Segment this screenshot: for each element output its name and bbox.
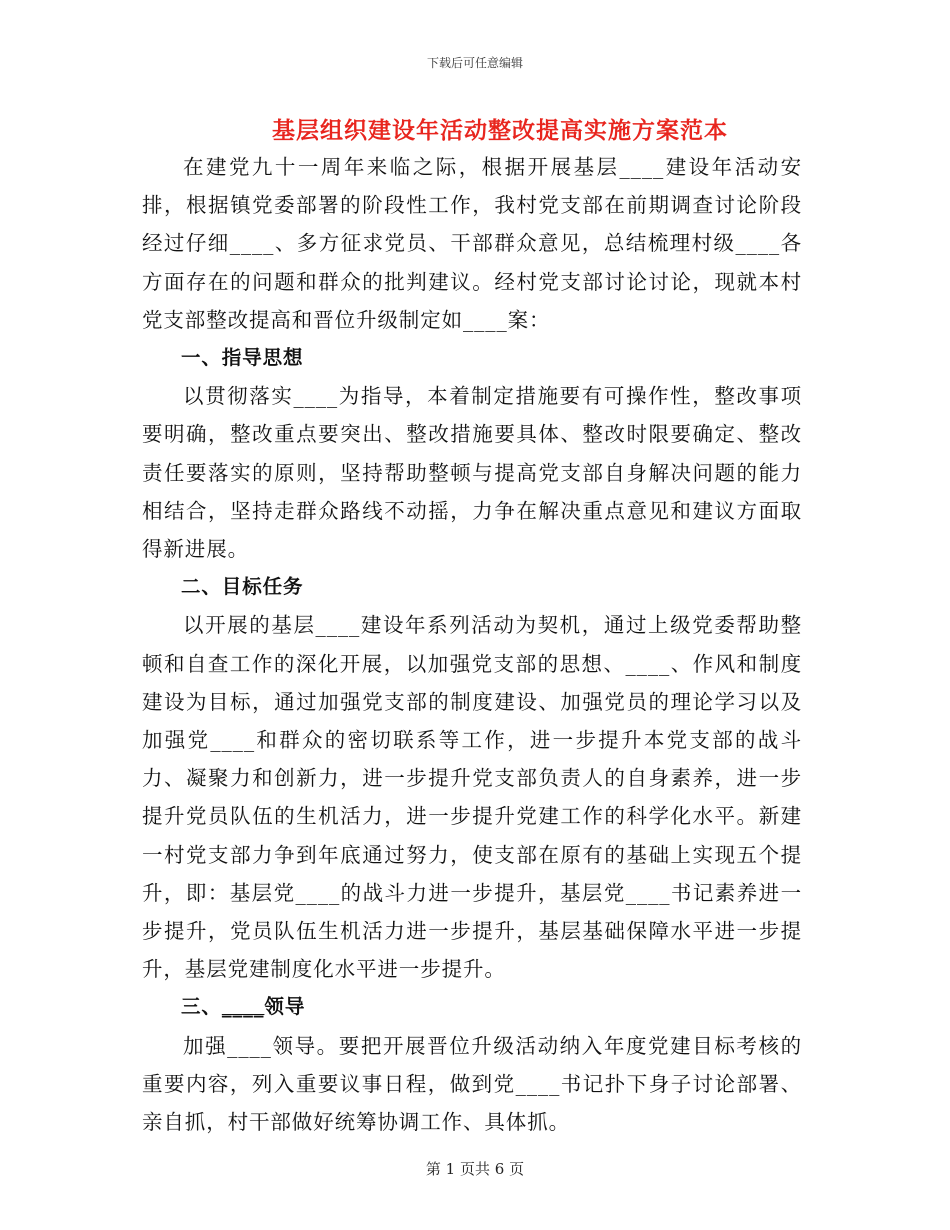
- section-heading-leadership-prefix: 三、: [181, 995, 222, 1019]
- header-note: 下载后可任意编辑: [426, 56, 523, 70]
- document-body: [142, 148, 802, 1141]
- section-body-goals-tasks: 以开展的基层____建设年系列活动为契机，通过上级党委帮助整顿和自查工作的深化开展，以加强党支部的思想、____、作风和制度建设为目标，通过加强党支部的制度建设、加强党员的理论学习以及加强党____和群众的密切联系等工作，进一步提升本党支部的战斗力、凝聚力和创新力，进一步提升党支部负责人的自身素养，进一步提升党员队伍的生机活力，进一步提升党建工作的科学化水平。新建一村党支部力争到年底通过努力，使支部在原有的基础上实现五个提升，即：基层党____的战斗力进一步提升，基层党____书记素养进一步提升，党员队伍生机活力进一步提升，基层基础保障水平进一步提升，基层党建制度化水平进一步提升。: [142, 613, 802, 982]
- page-number-footer: 第 1 页共 6 页: [425, 1160, 525, 1178]
- section-body-guiding-ideology: 以贯彻落实____为指导，本着制定措施要有可操作性，整改事项要明确，整改重点要突出、整改措施要具体、整改时限要确定、整改责任要落实的原则，坚持帮助整顿与提高党支部自身解决问题的能力相结合，坚持走群众路线不动摇，力争在解决重点意见和建议方面取得新进展。: [142, 384, 802, 562]
- section-heading-leadership-blank: ____: [221, 995, 265, 1019]
- section-heading-guiding-ideology: 一、指导思想: [181, 346, 304, 370]
- section-heading-goals-tasks: 二、目标任务: [181, 575, 304, 599]
- intro-paragraph: 在建党九十一周年来临之际，根据开展基层____建设年活动安排，根据镇党委部署的阶段性工作，我村党支部在前期调查讨论阶段经过仔细____、多方征求党员、干部群众意见，总结梳理村级____各方面存在的问题和群众的批判建议。经村党支部讨论讨论，现就本村党支部整改提高和晋位升级制定如____案：: [142, 155, 802, 332]
- document-title: 基层组织建设年活动整改提高实施方案范本: [272, 117, 728, 144]
- section-heading-leadership: [142, 988, 802, 1026]
- section-heading-leadership-suffix: 领导: [264, 995, 306, 1019]
- section-body-leadership: 加强____领导。要把开展晋位升级活动纳入年度党建目标考核的重要内容，列入重要议事日程，做到党____书记扑下身子讨论部署、亲自抓，村干部做好统筹协调工作、具体抓。: [142, 1033, 802, 1135]
